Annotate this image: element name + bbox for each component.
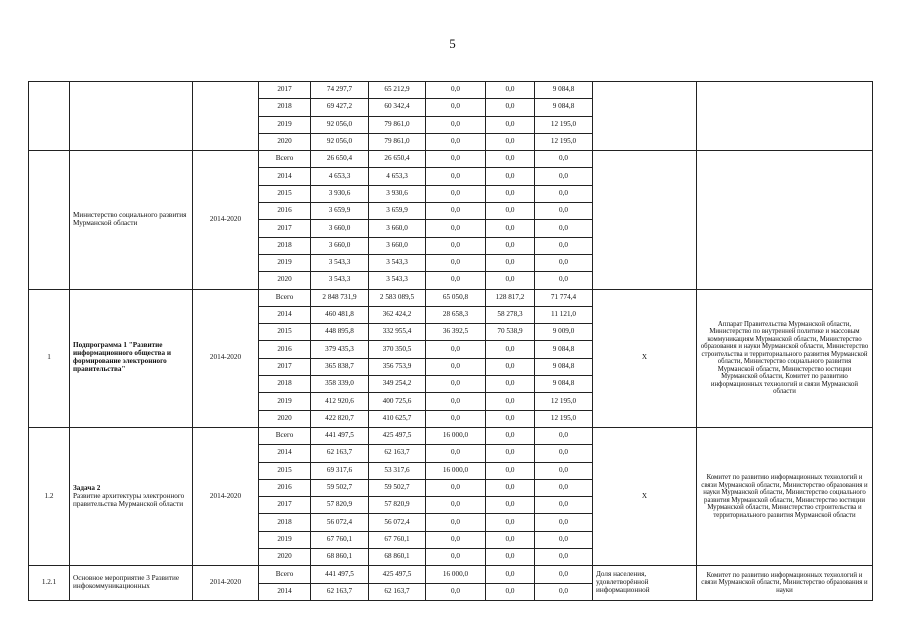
total-cell: 3 660,0: [311, 220, 369, 237]
regional-budget-cell: 3 543,3: [369, 254, 426, 271]
year-cell: 2016: [259, 203, 311, 220]
extrabudgetary-cell: 0,0: [535, 151, 593, 168]
regional-budget-cell: 370 350,5: [369, 341, 426, 358]
local-budget-cell: 0,0: [486, 393, 535, 410]
extrabudgetary-cell: 0,0: [535, 462, 593, 479]
regional-budget-cell: 67 760,1: [369, 531, 426, 548]
total-cell: 441 497,5: [311, 566, 369, 583]
federal-budget-cell: 0,0: [426, 514, 486, 531]
year-cell: 2019: [259, 531, 311, 548]
local-budget-cell: 58 278,3: [486, 306, 535, 323]
federal-budget-cell: 0,0: [426, 531, 486, 548]
indicator-cell: [593, 151, 697, 289]
year-cell: 2018: [259, 99, 311, 116]
federal-budget-cell: 0,0: [426, 341, 486, 358]
item-name-cell: [70, 82, 193, 151]
executor-cell: Комитет по развитию информационных технологий и связи Мурманской области, Министерство образования и науки Мурманской области, Министерство социального развития Мурманской области, Министерство юстиции Мурманской области, Министерство строительства и территориального развития Мурманской области: [697, 427, 873, 565]
total-cell: 67 760,1: [311, 531, 369, 548]
regional-budget-cell: 3 660,0: [369, 237, 426, 254]
local-budget-cell: 0,0: [486, 116, 535, 133]
extrabudgetary-cell: 11 121,0: [535, 306, 593, 323]
local-budget-cell: 0,0: [486, 376, 535, 393]
federal-budget-cell: 16 000,0: [426, 566, 486, 583]
year-cell: 2014: [259, 306, 311, 323]
local-budget-cell: 0,0: [486, 479, 535, 496]
extrabudgetary-cell: 0,0: [535, 445, 593, 462]
federal-budget-cell: 0,0: [426, 151, 486, 168]
period-cell: 2014-2020: [193, 427, 259, 565]
federal-budget-cell: 0,0: [426, 203, 486, 220]
total-cell: 379 435,3: [311, 341, 369, 358]
year-cell: 2019: [259, 254, 311, 271]
total-cell: 74 297,7: [311, 82, 369, 99]
total-cell: 412 920,6: [311, 393, 369, 410]
federal-budget-cell: 0,0: [426, 185, 486, 202]
year-cell: 2017: [259, 82, 311, 99]
period-cell: 2014-2020: [193, 289, 259, 427]
local-budget-cell: 0,0: [486, 99, 535, 116]
regional-budget-cell: 425 497,5: [369, 427, 426, 444]
year-cell: 2019: [259, 393, 311, 410]
extrabudgetary-cell: 0,0: [535, 566, 593, 583]
regional-budget-cell: 59 502,7: [369, 479, 426, 496]
indicator-cell: X: [593, 427, 697, 565]
year-cell: Всего: [259, 427, 311, 444]
extrabudgetary-cell: 0,0: [535, 549, 593, 566]
regional-budget-cell: 3 659,9: [369, 203, 426, 220]
extrabudgetary-cell: 9 084,8: [535, 358, 593, 375]
regional-budget-cell: 62 163,7: [369, 445, 426, 462]
regional-budget-cell: 56 072,4: [369, 514, 426, 531]
total-cell: 3 543,3: [311, 254, 369, 271]
extrabudgetary-cell: 0,0: [535, 497, 593, 514]
federal-budget-cell: 0,0: [426, 445, 486, 462]
regional-budget-cell: 3 543,3: [369, 272, 426, 289]
page-number: 5: [449, 36, 456, 51]
year-cell: 2014: [259, 168, 311, 185]
indicator-cell: Доля населения, удовлетворённой информационной: [593, 566, 697, 601]
local-budget-cell: 0,0: [486, 82, 535, 99]
regional-budget-cell: 62 163,7: [369, 583, 426, 600]
year-cell: Всего: [259, 151, 311, 168]
total-cell: 56 072,4: [311, 514, 369, 531]
year-cell: 2016: [259, 479, 311, 496]
year-cell: 2019: [259, 116, 311, 133]
year-cell: 2017: [259, 497, 311, 514]
total-cell: 69 427,2: [311, 99, 369, 116]
federal-budget-cell: 0,0: [426, 272, 486, 289]
local-budget-cell: 0,0: [486, 203, 535, 220]
extrabudgetary-cell: 12 195,0: [535, 410, 593, 427]
total-cell: 3 543,3: [311, 272, 369, 289]
regional-budget-cell: 362 424,2: [369, 306, 426, 323]
year-cell: 2016: [259, 341, 311, 358]
extrabudgetary-cell: 0,0: [535, 514, 593, 531]
extrabudgetary-cell: 0,0: [535, 203, 593, 220]
federal-budget-cell: 0,0: [426, 497, 486, 514]
regional-budget-cell: 57 820,9: [369, 497, 426, 514]
local-budget-cell: 0,0: [486, 410, 535, 427]
regional-budget-cell: 3 660,0: [369, 220, 426, 237]
year-cell: 2018: [259, 376, 311, 393]
extrabudgetary-cell: 0,0: [535, 531, 593, 548]
federal-budget-cell: 0,0: [426, 358, 486, 375]
federal-budget-cell: 0,0: [426, 220, 486, 237]
row-number-cell: 1.2.1: [29, 566, 70, 601]
extrabudgetary-cell: 9 084,8: [535, 376, 593, 393]
regional-budget-cell: 349 254,2: [369, 376, 426, 393]
extrabudgetary-cell: 9 009,0: [535, 324, 593, 341]
regional-budget-cell: 79 861,0: [369, 116, 426, 133]
extrabudgetary-cell: 0,0: [535, 583, 593, 600]
total-cell: 62 163,7: [311, 583, 369, 600]
table-row: [29, 151, 873, 168]
federal-budget-cell: 65 050,8: [426, 289, 486, 306]
local-budget-cell: 0,0: [486, 168, 535, 185]
federal-budget-cell: 0,0: [426, 133, 486, 150]
year-cell: 2020: [259, 549, 311, 566]
extrabudgetary-cell: 12 195,0: [535, 393, 593, 410]
row-number-cell: [29, 151, 70, 289]
local-budget-cell: 0,0: [486, 254, 535, 271]
federal-budget-cell: 36 392,5: [426, 324, 486, 341]
local-budget-cell: 0,0: [486, 185, 535, 202]
local-budget-cell: 0,0: [486, 427, 535, 444]
local-budget-cell: 0,0: [486, 220, 535, 237]
executor-cell: [697, 82, 873, 151]
executor-cell: [697, 151, 873, 289]
extrabudgetary-cell: 0,0: [535, 220, 593, 237]
program-financing-table: [28, 81, 873, 601]
regional-budget-cell: 65 212,9: [369, 82, 426, 99]
year-cell: 2020: [259, 410, 311, 427]
period-cell: 2014-2020: [193, 566, 259, 601]
extrabudgetary-cell: 0,0: [535, 237, 593, 254]
federal-budget-cell: 16 000,0: [426, 462, 486, 479]
year-cell: 2014: [259, 445, 311, 462]
total-cell: 460 481,8: [311, 306, 369, 323]
federal-budget-cell: 0,0: [426, 393, 486, 410]
year-cell: 2014: [259, 583, 311, 600]
year-cell: 2017: [259, 220, 311, 237]
period-cell: [193, 82, 259, 151]
federal-budget-cell: 0,0: [426, 583, 486, 600]
extrabudgetary-cell: 0,0: [535, 479, 593, 496]
year-cell: Всего: [259, 566, 311, 583]
year-cell: 2020: [259, 272, 311, 289]
federal-budget-cell: 16 000,0: [426, 427, 486, 444]
total-cell: 62 163,7: [311, 445, 369, 462]
indicator-cell: X: [593, 289, 697, 427]
table-row: [29, 566, 873, 583]
federal-budget-cell: 0,0: [426, 410, 486, 427]
local-budget-cell: 0,0: [486, 531, 535, 548]
local-budget-cell: 0,0: [486, 566, 535, 583]
local-budget-cell: 0,0: [486, 514, 535, 531]
regional-budget-cell: 400 725,6: [369, 393, 426, 410]
year-cell: 2018: [259, 514, 311, 531]
regional-budget-cell: 53 317,6: [369, 462, 426, 479]
total-cell: 358 339,0: [311, 376, 369, 393]
extrabudgetary-cell: 0,0: [535, 272, 593, 289]
extrabudgetary-cell: 9 084,8: [535, 82, 593, 99]
regional-budget-cell: 68 860,1: [369, 549, 426, 566]
year-cell: 2017: [259, 358, 311, 375]
local-budget-cell: 70 538,9: [486, 324, 535, 341]
local-budget-cell: 128 817,2: [486, 289, 535, 306]
item-name-text: Министерство социального развития Мурманской области: [73, 210, 187, 227]
federal-budget-cell: 0,0: [426, 254, 486, 271]
federal-budget-cell: 0,0: [426, 237, 486, 254]
total-cell: 4 653,3: [311, 168, 369, 185]
total-cell: 2 848 731,9: [311, 289, 369, 306]
local-budget-cell: 0,0: [486, 583, 535, 600]
year-cell: Всего: [259, 289, 311, 306]
federal-budget-cell: 28 658,3: [426, 306, 486, 323]
year-cell: 2015: [259, 185, 311, 202]
extrabudgetary-cell: 71 774,4: [535, 289, 593, 306]
federal-budget-cell: 0,0: [426, 479, 486, 496]
total-cell: 422 820,7: [311, 410, 369, 427]
regional-budget-cell: 356 753,9: [369, 358, 426, 375]
total-cell: 365 838,7: [311, 358, 369, 375]
item-name-cell: [70, 427, 193, 565]
regional-budget-cell: 79 861,0: [369, 133, 426, 150]
total-cell: 92 056,0: [311, 133, 369, 150]
total-cell: 448 895,8: [311, 324, 369, 341]
regional-budget-cell: 332 955,4: [369, 324, 426, 341]
item-name-bold: Подпрограмма 1 "Развитие информационного общества и формирование электронного правительства": [73, 341, 172, 374]
year-cell: 2015: [259, 462, 311, 479]
year-cell: 2020: [259, 133, 311, 150]
regional-budget-cell: 4 653,3: [369, 168, 426, 185]
table-row: [29, 427, 873, 444]
federal-budget-cell: 0,0: [426, 549, 486, 566]
regional-budget-cell: 410 625,7: [369, 410, 426, 427]
extrabudgetary-cell: 9 084,8: [535, 341, 593, 358]
local-budget-cell: 0,0: [486, 133, 535, 150]
item-name-text: Основное мероприятие 3 Развитие инфокоммуникационных: [73, 574, 180, 591]
local-budget-cell: 0,0: [486, 237, 535, 254]
local-budget-cell: 0,0: [486, 549, 535, 566]
regional-budget-cell: 425 497,5: [369, 566, 426, 583]
regional-budget-cell: 60 342,4: [369, 99, 426, 116]
extrabudgetary-cell: 12 195,0: [535, 116, 593, 133]
total-cell: 69 317,6: [311, 462, 369, 479]
item-name-cell: [70, 566, 193, 601]
local-budget-cell: 0,0: [486, 462, 535, 479]
row-number-cell: [29, 82, 70, 151]
total-cell: 441 497,5: [311, 427, 369, 444]
federal-budget-cell: 0,0: [426, 376, 486, 393]
item-name-bold: Задача 2: [73, 483, 101, 492]
extrabudgetary-cell: 0,0: [535, 254, 593, 271]
item-name-text: Развитие архитектуры электронного правительства Мурманской области: [73, 491, 185, 508]
local-budget-cell: 0,0: [486, 341, 535, 358]
item-name-cell: [70, 289, 193, 427]
total-cell: 68 860,1: [311, 549, 369, 566]
total-cell: 92 056,0: [311, 116, 369, 133]
year-cell: 2018: [259, 237, 311, 254]
extrabudgetary-cell: 12 195,0: [535, 133, 593, 150]
executor-cell: Аппарат Правительства Мурманской области, Министерство по внутренней политике и массовым коммуникациям Мурманской области, Министерство образования и науки Мурманской области, Министерство строительства и территориального развития Мурманской области, Министерство социального развития Мурманской области, Министерство юстиции Мурманской области, Комитет по развитию информационных технологий и связи Мурманской области: [697, 289, 873, 427]
item-name-cell: [70, 151, 193, 289]
total-cell: 3 659,9: [311, 203, 369, 220]
extrabudgetary-cell: 9 084,8: [535, 99, 593, 116]
table-row: [29, 82, 873, 99]
row-number-cell: 1: [29, 289, 70, 427]
indicator-cell: [593, 82, 697, 151]
total-cell: 26 650,4: [311, 151, 369, 168]
extrabudgetary-cell: 0,0: [535, 168, 593, 185]
extrabudgetary-cell: 0,0: [535, 427, 593, 444]
federal-budget-cell: 0,0: [426, 99, 486, 116]
period-cell: 2014-2020: [193, 151, 259, 289]
row-number-cell: 1.2: [29, 427, 70, 565]
total-cell: 57 820,9: [311, 497, 369, 514]
total-cell: 59 502,7: [311, 479, 369, 496]
federal-budget-cell: 0,0: [426, 116, 486, 133]
regional-budget-cell: 2 583 089,5: [369, 289, 426, 306]
local-budget-cell: 0,0: [486, 358, 535, 375]
local-budget-cell: 0,0: [486, 445, 535, 462]
regional-budget-cell: 3 930,6: [369, 185, 426, 202]
executor-cell: Комитет по развитию информационных технологий и связи Мурманской области, Министерство образования и науки: [697, 566, 873, 601]
extrabudgetary-cell: 0,0: [535, 185, 593, 202]
local-budget-cell: 0,0: [486, 497, 535, 514]
table-row: [29, 289, 873, 306]
local-budget-cell: 0,0: [486, 151, 535, 168]
regional-budget-cell: 26 650,4: [369, 151, 426, 168]
total-cell: 3 660,0: [311, 237, 369, 254]
total-cell: 3 930,6: [311, 185, 369, 202]
federal-budget-cell: 0,0: [426, 82, 486, 99]
federal-budget-cell: 0,0: [426, 168, 486, 185]
local-budget-cell: 0,0: [486, 272, 535, 289]
year-cell: 2015: [259, 324, 311, 341]
